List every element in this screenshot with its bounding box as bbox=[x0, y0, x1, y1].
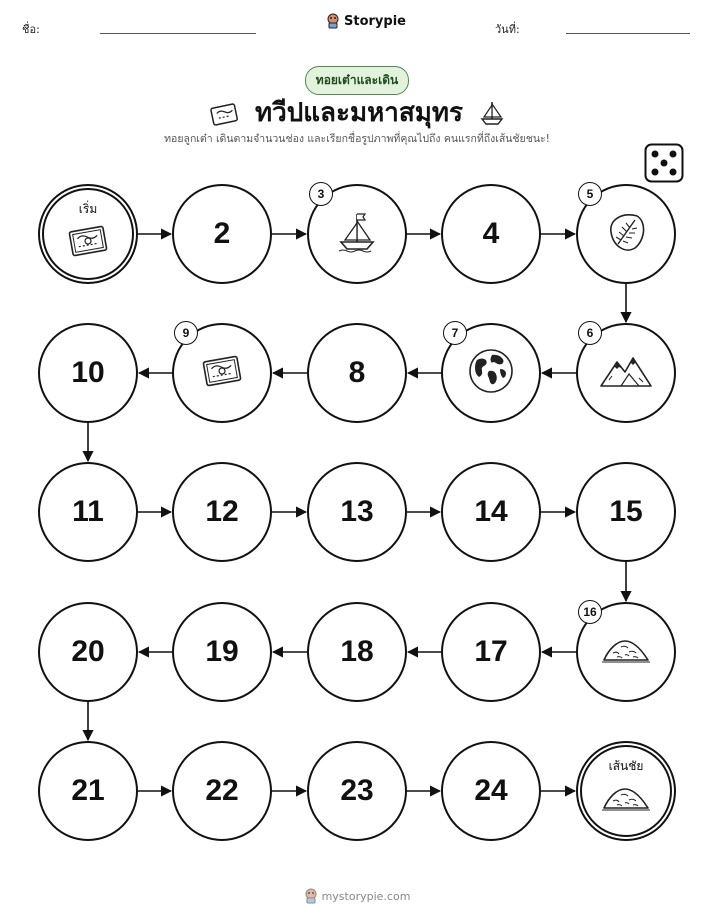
board-space[interactable] bbox=[307, 462, 407, 562]
start-space[interactable] bbox=[38, 184, 138, 284]
board-space[interactable] bbox=[441, 184, 541, 284]
board-space[interactable] bbox=[38, 462, 138, 562]
treasure-map-icon bbox=[199, 351, 245, 395]
page-title: ทวีปและมหาสมุทร bbox=[255, 98, 463, 128]
treasure-map-icon bbox=[65, 221, 111, 265]
board-space[interactable] bbox=[38, 323, 138, 423]
board-space[interactable] bbox=[38, 602, 138, 702]
space-number: 24 bbox=[474, 774, 508, 807]
sailboat-icon bbox=[336, 210, 378, 258]
space-number-badge: 6 bbox=[578, 321, 602, 345]
board-space[interactable] bbox=[307, 741, 407, 841]
board-space[interactable] bbox=[441, 602, 541, 702]
mountains-icon bbox=[599, 352, 653, 394]
instructions: ทอยลูกเต๋า เดินตามจำนวนช่อง และเรียกชื่อรูปภาพที่คุณไปถึง คนแรกที่ถึงเส้นชัยชนะ! bbox=[164, 133, 550, 145]
start-label: เริ่ม bbox=[78, 202, 98, 216]
sand-pile-icon bbox=[601, 635, 651, 669]
space-number: 11 bbox=[72, 495, 104, 528]
board-space[interactable] bbox=[172, 184, 272, 284]
space-number-badge: 5 bbox=[578, 182, 602, 206]
space-number: 21 bbox=[71, 774, 105, 807]
board-space[interactable] bbox=[172, 462, 272, 562]
board-space[interactable] bbox=[38, 741, 138, 841]
storypie-mascot-icon bbox=[304, 888, 318, 904]
globe-icon bbox=[467, 347, 515, 399]
space-number-badge: 16 bbox=[578, 600, 602, 624]
board-space[interactable] bbox=[576, 462, 676, 562]
finish-label: เส้นชัย bbox=[608, 759, 644, 773]
space-number: 18 bbox=[340, 635, 374, 668]
space-number-badge: 3 bbox=[309, 182, 333, 206]
space-number-badge: 7 bbox=[443, 321, 467, 345]
board-space[interactable] bbox=[441, 741, 541, 841]
space-number: 12 bbox=[205, 495, 239, 528]
space-number: 22 bbox=[205, 774, 239, 807]
space-number-badge: 9 bbox=[174, 321, 198, 345]
space-number: 23 bbox=[340, 774, 374, 807]
finish-space[interactable] bbox=[576, 741, 676, 841]
space-number: 13 bbox=[340, 495, 374, 528]
space-number: 15 bbox=[609, 495, 643, 528]
game-tag: ทอยเต๋าและเดิน bbox=[305, 66, 409, 95]
space-number: 4 bbox=[482, 217, 500, 250]
sand-pile-icon bbox=[601, 783, 651, 817]
board-space[interactable] bbox=[172, 741, 272, 841]
footer bbox=[0, 888, 714, 904]
board-space[interactable] bbox=[307, 323, 407, 423]
fossil-leaf-icon bbox=[605, 210, 647, 258]
space-number: 10 bbox=[71, 356, 105, 389]
date-label: วันที่: bbox=[495, 23, 520, 36]
board-space[interactable] bbox=[441, 462, 541, 562]
space-number: 20 bbox=[71, 635, 105, 668]
name-label: ชื่อ: bbox=[22, 23, 40, 36]
board-space[interactable] bbox=[307, 602, 407, 702]
space-number: 2 bbox=[213, 217, 231, 250]
space-number: 19 bbox=[205, 635, 239, 668]
brand-name: Storypie bbox=[344, 13, 406, 29]
footer-site[interactable]: mystorypie.com bbox=[321, 889, 411, 903]
space-number: 14 bbox=[474, 495, 508, 528]
board-space[interactable] bbox=[172, 602, 272, 702]
space-number: 8 bbox=[348, 356, 366, 389]
space-number: 17 bbox=[474, 635, 508, 668]
